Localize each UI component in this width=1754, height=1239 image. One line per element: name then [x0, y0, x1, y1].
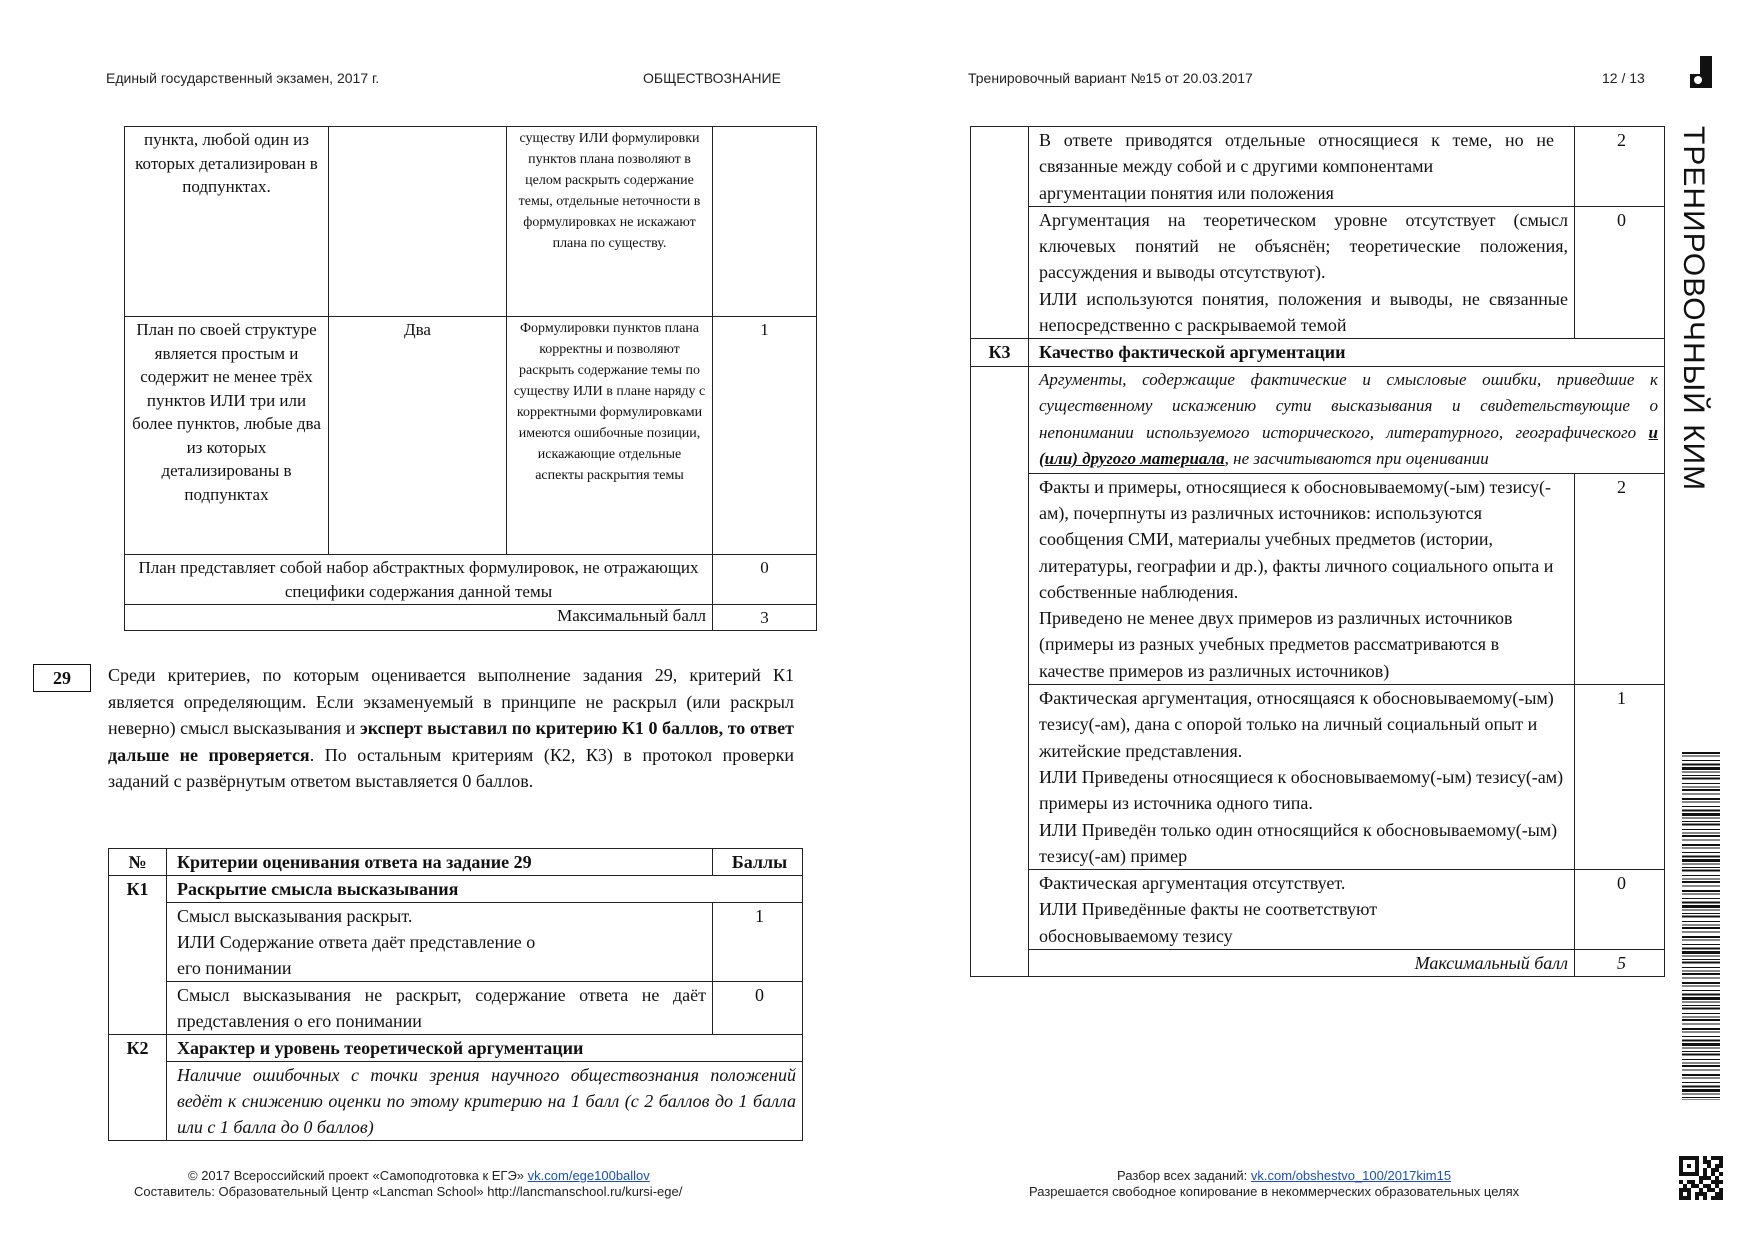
k1-row1-line2: ИЛИ Содержание ответа даёт представление о его понимании — [177, 932, 536, 978]
plan-max-points: 3 — [713, 605, 817, 631]
k2-continued-cell — [971, 127, 1029, 339]
logo-icon — [1690, 56, 1712, 88]
k3-note — [1029, 366, 1665, 473]
k3-max-label: Максимальный балл — [1029, 950, 1575, 977]
k2-row3-points: 0 — [1575, 206, 1665, 338]
task-instruction — [108, 662, 794, 795]
plan-row1-structure: пункта, любой один из которых детализирован в подпунктах. — [125, 127, 329, 317]
k1-row1-text — [167, 903, 713, 982]
col-header-no: № — [109, 849, 167, 876]
criteria-table-left — [108, 848, 803, 1141]
header-variant: Тренировочный вариант №15 от 20.03.2017 — [968, 70, 1253, 86]
k2-row3-line1: Аргументация на теоретическом уровне отсутствует (смысл ключевых понятий не объяснён; теоретические положения, рассуждения и выводы отсутствуют). — [1039, 209, 1568, 283]
k2-row3-line2: ИЛИ используются понятия, положения и выводы, не связанные непосредственно с раскрываемой темой — [1039, 288, 1568, 336]
k2-row2-text — [1029, 127, 1575, 207]
header-subject: ОБЩЕСТВОЗНАНИЕ — [643, 70, 781, 86]
k2-title: Характер и уровень теоретической аргументации — [167, 1035, 803, 1062]
k3-continued-cell — [971, 366, 1029, 977]
k3-row3-text — [1029, 870, 1575, 950]
footer-right-line2: Разрешается свободное копирование в некоммерческих образовательных целях — [1029, 1184, 1520, 1199]
k3-row2-line1: Фактическая аргументация, относящаяся к обосновываемому(-ым) тезису(-ам), дана с опорой только на личный социальный опыт и житейские представления. — [1039, 688, 1554, 761]
k1-row1-points: 1 — [713, 903, 803, 982]
task-text-bold: эксперт выставил по критерию К1 0 баллов, то ответ дальше не проверяется — [108, 718, 794, 765]
k2-code: К2 — [109, 1035, 167, 1141]
k1-row2-points: 0 — [713, 982, 803, 1035]
k2-row2-line1: В ответе приводятся отдельные относящиеся к теме, но не связанные между собой и с другими компонентами — [1039, 130, 1554, 177]
k2-row2-line2: аргументации понятия или положения — [1039, 182, 1334, 203]
plan-row3-points: 0 — [713, 555, 817, 605]
plan-row2-wording: Формулировки пунктов плана корректны и позволяют раскрыть содержание темы по существу ИЛИ в плане наряду с корректными формулировками имеются ошибочные позиции, искажающие отдельные аспекты раскрытия темы — [507, 317, 713, 555]
footer-left-line2: Составитель: Образовательный Центр «Lancman School» http://lancmanschool.ru/kursi-ege/ — [134, 1184, 683, 1199]
k3-row2-line3: ИЛИ Приведён только один относящийся к обосновываемому(-ым) тезису(-ам) пример — [1039, 819, 1558, 866]
k3-note-part1: Аргументы, содержащие фактические и смысловые ошибки, приведшие к существенному искажению сути высказывания и свидетельствующие о непонимании используемого исторического, литературного, географического — [1039, 369, 1658, 442]
task-text-part2: . По остальным критериям (К2, К3) в протокол проверки заданий с развёрнутым ответом выставляется 0 баллов. — [108, 744, 794, 791]
plan-criteria-table — [124, 126, 817, 631]
k2-row2-points: 2 — [1575, 127, 1665, 207]
task-number: 29 — [33, 664, 91, 692]
page-number: 12 / 13 — [1602, 70, 1645, 86]
k3-max-points: 5 — [1575, 950, 1665, 977]
plan-row2-count: Два — [329, 317, 507, 555]
k1-code: К1 — [109, 876, 167, 1035]
footer-left-link[interactable]: vk.com/ege100ballov — [527, 1168, 650, 1183]
col-header-points: Баллы — [713, 849, 803, 876]
footer-left-line1 — [188, 1168, 650, 1183]
k1-row1-line1: Смысл высказывания раскрыт. — [177, 906, 413, 926]
k3-row2-text — [1029, 685, 1575, 870]
plan-max-label: Максимальный балл — [125, 605, 713, 631]
plan-row1-wording: существу ИЛИ формулировки пунктов плана позволяют в целом раскрыть содержание темы, отдельные неточности в формулировках не искажают плана по существу. — [507, 127, 713, 317]
task-text-part1: Среди критериев, по которым оценивается выполнение задания 29, критерий К1 является определяющим. Если экзаменуемый в принципе не раскрыл (или раскрыл неверно) смысл высказывания и — [108, 665, 794, 738]
k3-row2-line2: ИЛИ Приведены относящиеся к обосновываемому(-ым) тезису(-ам) примеры из источника одного типа. — [1039, 766, 1564, 814]
k3-row3-points: 0 — [1575, 870, 1665, 950]
k1-title: Раскрытие смысла высказывания — [167, 876, 803, 903]
k2-note: Наличие ошибочных с точки зрения научного обществознания положений ведёт к снижению оценки по этому критерию на 1 балл (с 2 баллов до 1 балла или с 1 балла до 0 баллов) — [167, 1062, 803, 1141]
k3-row3-line2: ИЛИ Приведённые факты не соответствуют обосновываемому тезису — [1039, 899, 1378, 946]
k3-row3-line1: Фактическая аргументация отсутствует. — [1039, 873, 1346, 894]
k2-row3-text — [1029, 206, 1575, 338]
k3-note-part2: , не засчитываются при оценивании — [1224, 449, 1489, 469]
qr-code-icon — [1679, 1156, 1723, 1200]
header-exam: Единый государственный экзамен, 2017 г. — [106, 70, 380, 86]
k3-code: К3 — [971, 339, 1029, 366]
plan-row1-count — [329, 127, 507, 317]
footer-left-text: © 2017 Всероссийский проект «Самоподготовка к ЕГЭ» — [188, 1168, 528, 1183]
k3-title: Качество фактической аргументации — [1029, 339, 1665, 366]
col-header-criteria: Критерии оценивания ответа на задание 29 — [167, 849, 713, 876]
k3-row1-points: 2 — [1575, 473, 1665, 684]
footer-right-text: Разбор всех заданий: — [1117, 1168, 1251, 1183]
k1-row2-text: Смысл высказывания не раскрыт, содержание ответа не даёт представления о его понимании — [167, 982, 713, 1035]
barcode-icon — [1682, 752, 1720, 1100]
plan-row3-text: План представляет собой набор абстрактных формулировок, не отражающих специфики содержания данной темы — [125, 555, 713, 605]
k3-row1-line2: Приведено не менее двух примеров из различных источников (примеры из разных учебных предметов рассматриваются в качестве примеров из различных источников) — [1039, 608, 1513, 681]
criteria-table-right — [970, 126, 1665, 977]
plan-row2-points: 1 — [713, 317, 817, 555]
side-label — [1670, 126, 1710, 526]
plan-row2-structure: План по своей структуре является простым и содержит не менее трёх пунктов ИЛИ три или более пунктов, любые два из которых детализированы в подпунктах — [125, 317, 329, 555]
footer-right-link[interactable]: vk.com/obshestvo_100/2017kim15 — [1250, 1168, 1452, 1183]
k3-row2-points: 1 — [1575, 685, 1665, 870]
plan-row1-points — [713, 127, 817, 317]
k3-row1-text — [1029, 473, 1575, 684]
footer-right-line1 — [1117, 1168, 1451, 1183]
k3-note-underlined: и (или) другого материала — [1039, 422, 1658, 469]
k3-row1-line1: Факты и примеры, относящиеся к обосновываемому(-ым) тезису(-ам), почерпнуты из различных источников: используются сообщения СМИ, материалы учебных предметов (истории, литературы, географии и др.), факты личного социального опыта и собственные наблюдения. — [1039, 476, 1554, 602]
side-label-text: ТРЕНИРОВОЧНЫЙ КИМ — [1677, 126, 1710, 492]
